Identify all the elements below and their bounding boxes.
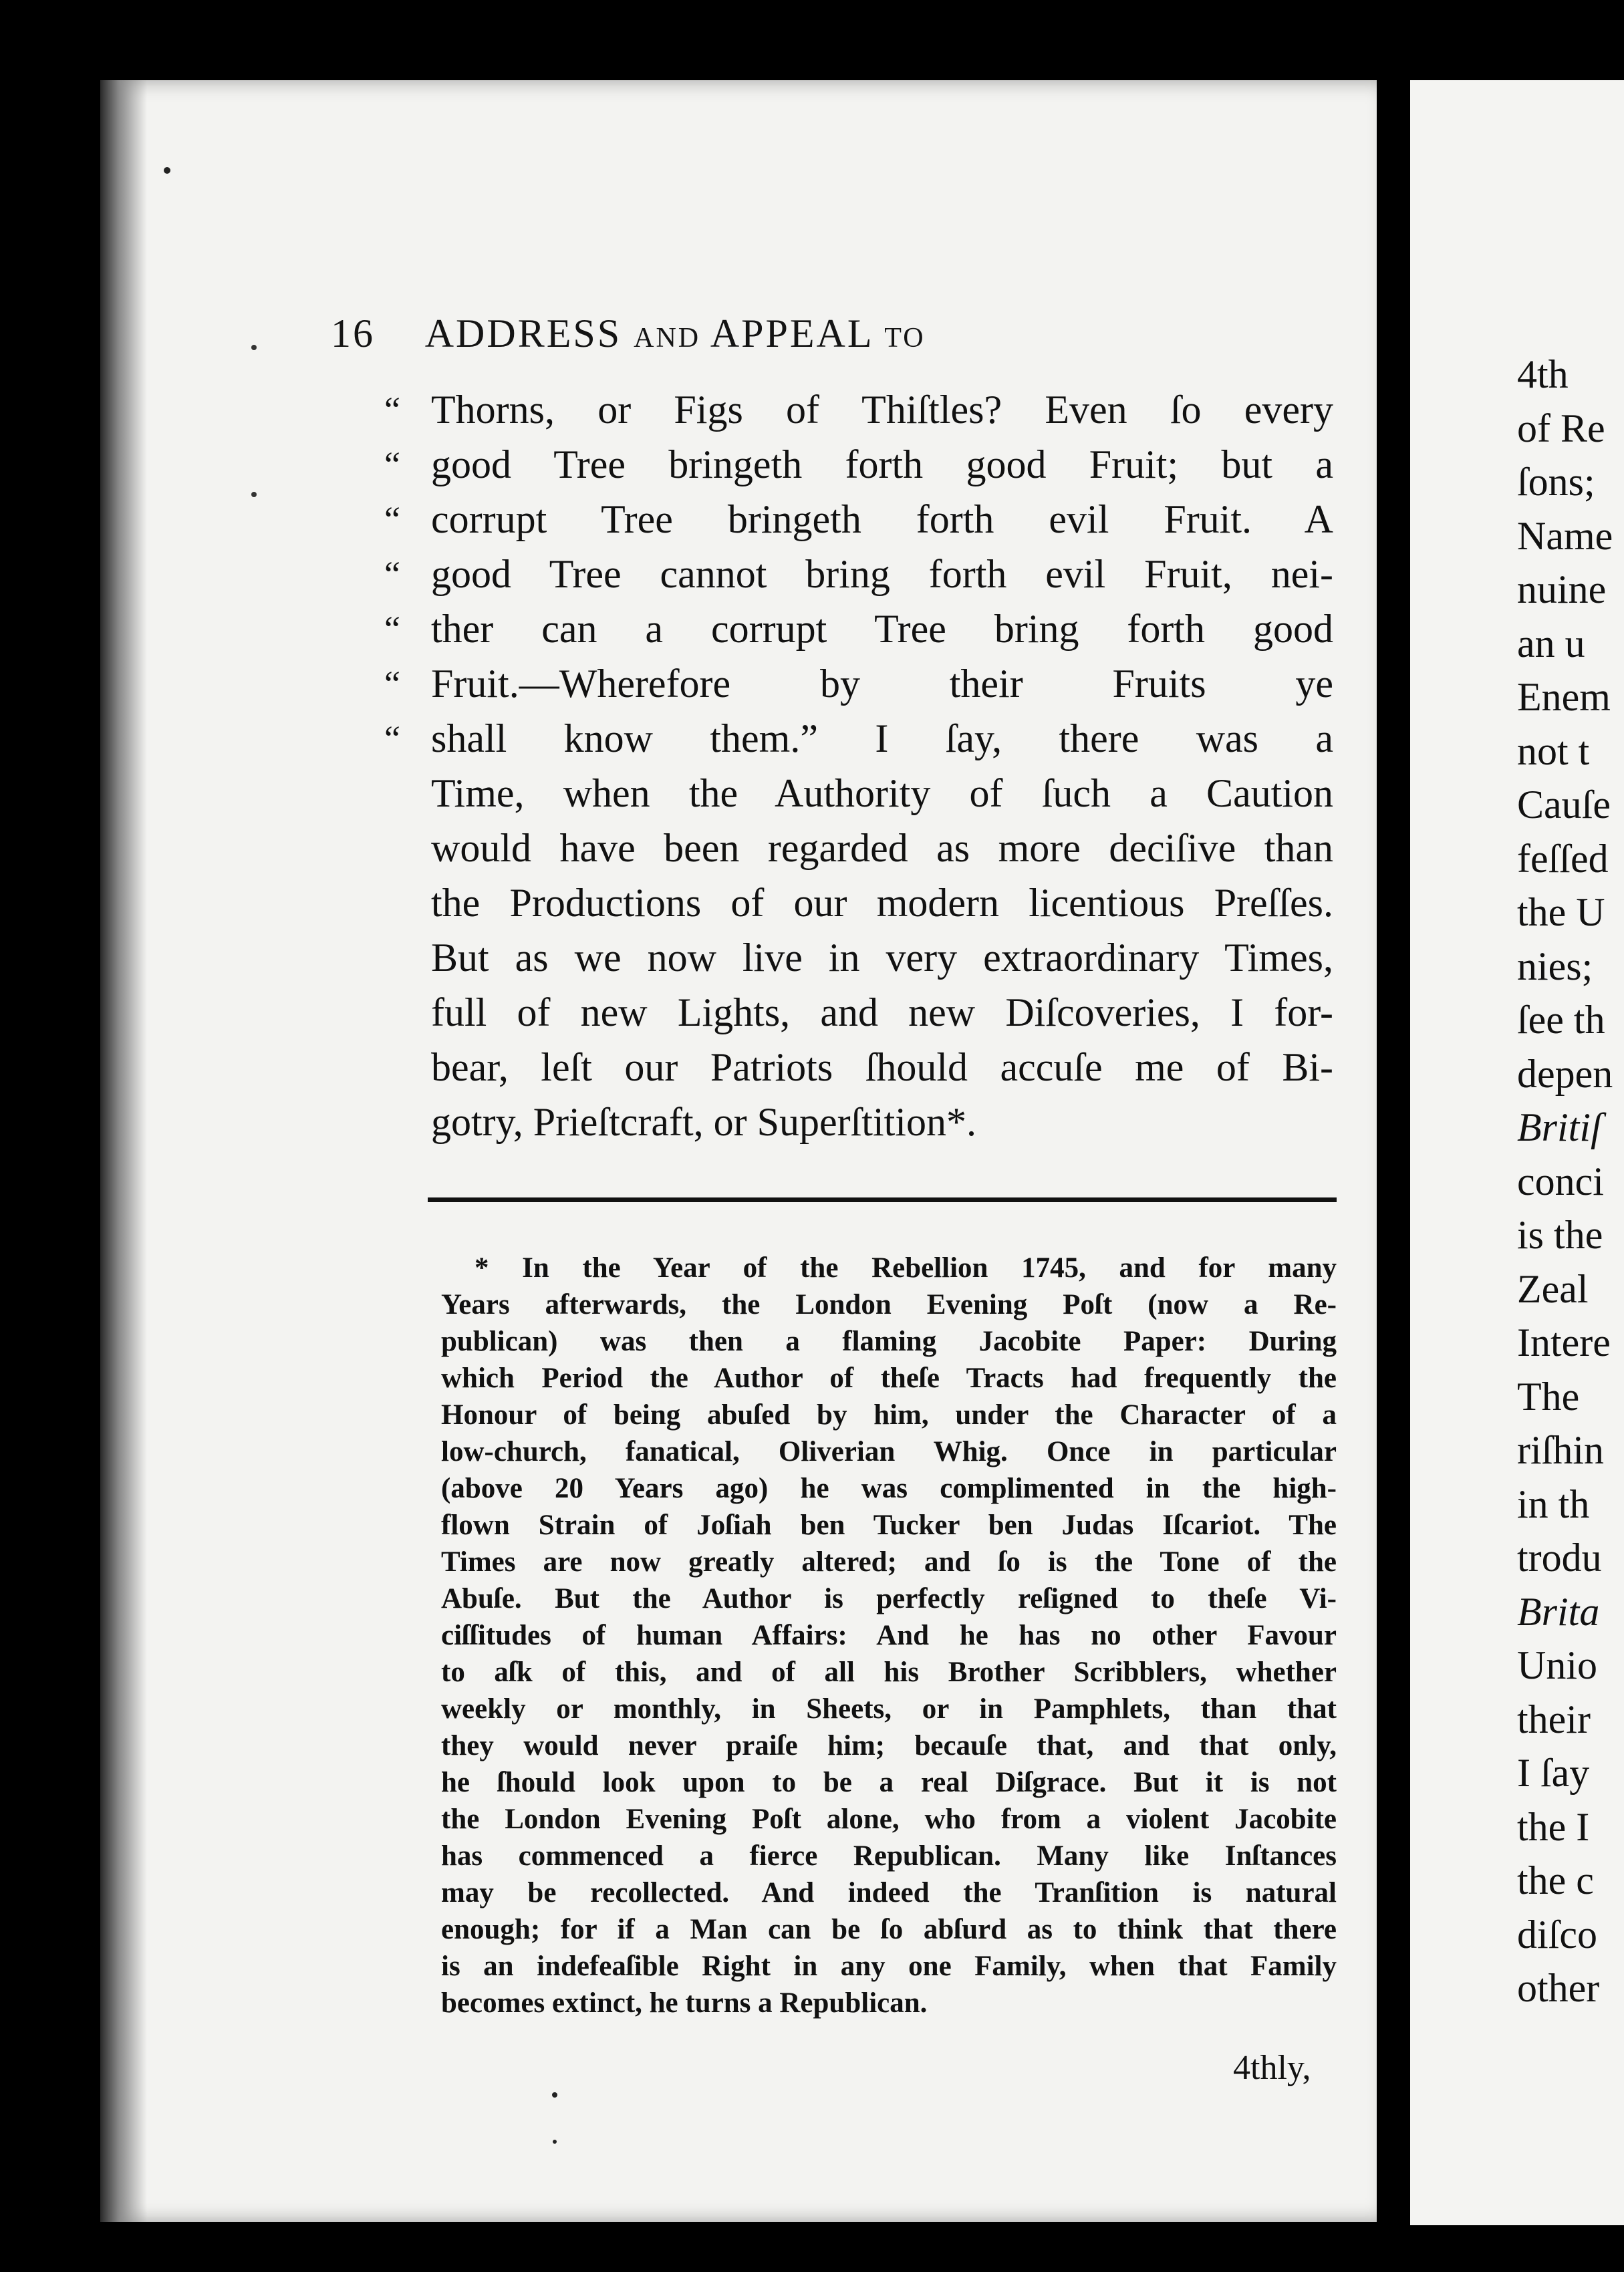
- right-line: 4th: [1517, 352, 1569, 396]
- right-page: [1410, 80, 1624, 2225]
- right-line: the I: [1517, 1804, 1590, 1849]
- footnote-line: he ſhould look upon to be a real Diſgrace. But it is not: [441, 1767, 1337, 1798]
- right-line: their: [1517, 1697, 1591, 1741]
- body-line-text: the Productions of our modern licentious Preſſes.: [431, 881, 1333, 925]
- footnote-line: low-church, fanatical, Oliverian Whig. Once in particular: [441, 1436, 1337, 1467]
- footnote-line: (above 20 Years ago) he was complimented in the high-: [441, 1473, 1337, 1504]
- body-line-text: ther can a corrupt Tree bring forth good: [431, 607, 1333, 651]
- quote-mark: “: [384, 444, 400, 484]
- right-line: Intere: [1517, 1320, 1611, 1365]
- right-line: I ſay: [1517, 1751, 1590, 1795]
- ink-specks: [100, 80, 1377, 2222]
- footnote-line: ciſſitudes of human Affairs: And he has no other Favour: [441, 1620, 1337, 1651]
- right-line: Enem: [1517, 675, 1611, 719]
- body-line-text: would have been regarded as more deciſive than: [431, 826, 1333, 870]
- footnote-line: Honour of being abuſed by him, under the Character of a: [441, 1399, 1337, 1431]
- footnote-line: flown Strain of Joſiah ben Tucker ben Judas Iſcariot. The: [441, 1510, 1337, 1541]
- footnote-line: is an indefeaſible Right in any one Family, when that Family: [441, 1951, 1337, 1982]
- right-line: in th: [1517, 1481, 1590, 1526]
- body-line-text: Time, when the Authority of ſuch a Caution: [431, 771, 1333, 815]
- body-line-text: corrupt Tree bringeth forth evil Fruit. A: [431, 497, 1333, 541]
- right-line: Cauſe: [1517, 783, 1611, 827]
- footnote-line: to aſk of this, and of all his Brother Scribblers, whether: [441, 1657, 1337, 1688]
- right-line: nuine: [1517, 567, 1607, 611]
- right-line: ſons;: [1517, 460, 1595, 504]
- body-line-text: bear, leſt our Patriots ſhould accuſe me of Bi-: [431, 1045, 1333, 1089]
- right-line: ſee th: [1517, 998, 1605, 1042]
- right-line: of Re: [1517, 406, 1605, 450]
- footnote-line: Abuſe. But the Author is perfectly reſigned to theſe Vi-: [441, 1583, 1337, 1614]
- footnote-line: has commenced a fierce Republican. Many like Inſtances: [441, 1840, 1337, 1872]
- right-line: Unio: [1517, 1643, 1597, 1687]
- right-line: not t: [1517, 728, 1590, 773]
- right-line: trodu: [1517, 1536, 1602, 1580]
- footnote-line: may be recollected. And indeed the Tranſition is natural: [441, 1877, 1337, 1908]
- page-number: 16: [331, 311, 375, 356]
- right-line: riſhin: [1517, 1428, 1604, 1472]
- running-head-title-part2: APPEAL: [710, 311, 873, 356]
- body-line-text: good Tree bringeth forth good Fruit; but a: [431, 442, 1333, 486]
- footnote-line: * In the Year of the Rebellion 1745, and for many: [475, 1252, 1337, 1284]
- right-line: conci: [1517, 1159, 1604, 1203]
- right-line: Zeal: [1517, 1266, 1589, 1311]
- quote-mark: “: [384, 609, 400, 649]
- running-head-to: TO: [884, 323, 926, 353]
- quote-mark: “: [384, 664, 400, 704]
- footnote-line: Times are now greatly altered; and ſo is the Tone of the: [441, 1546, 1337, 1578]
- quote-mark: “: [384, 554, 400, 594]
- left-page: [100, 80, 1377, 2222]
- right-page-text: [1517, 347, 1613, 2015]
- quote-mark: “: [384, 499, 400, 539]
- footnote-line: Years afterwards, the London Evening Poſt (now a Re-: [441, 1289, 1337, 1320]
- right-line: Name: [1517, 513, 1613, 558]
- body-line-text: Fruit.—Wherefore by their Fruits ye: [431, 662, 1333, 706]
- footnote-line: becomes extinct, he turns a Republican.: [441, 1987, 928, 2019]
- right-line: the c: [1517, 1858, 1594, 1902]
- running-head-title-part1: ADDRESS: [424, 311, 622, 356]
- catchword: 4thly,: [1233, 2049, 1311, 2087]
- right-line: depen: [1517, 1051, 1613, 1096]
- body-line-text: good Tree cannot bring forth evil Fruit, nei-: [431, 552, 1333, 596]
- right-line: Brita: [1517, 1589, 1600, 1634]
- right-line: is the: [1517, 1213, 1603, 1257]
- right-line: diſco: [1517, 1912, 1597, 1957]
- right-line: other: [1517, 1966, 1600, 2010]
- footnote-line: enough; for if a Man can be ſo abſurd as to think that there: [441, 1914, 1337, 1945]
- right-line: an u: [1517, 621, 1585, 666]
- footnote-line: the London Evening Poſt alone, who from a violent Jacobite: [441, 1804, 1337, 1835]
- body-line-text: gotry, Prieſtcraft, or Superſtition*.: [431, 1100, 976, 1144]
- body-line-text: shall know them.” I ſay, there was a: [431, 716, 1333, 760]
- body-line-text: But as we now live in very extraordinary Times,: [431, 936, 1333, 980]
- right-line: the U: [1517, 890, 1605, 934]
- footnote-line: they would never praiſe him; becauſe that, and that only,: [441, 1730, 1337, 1761]
- right-line: nies;: [1517, 944, 1593, 988]
- quote-mark: “: [384, 390, 400, 430]
- footnote-line: weekly or monthly, in Sheets, or in Pamphlets, than that: [441, 1693, 1337, 1725]
- footnote-line: which Period the Author of theſe Tracts had frequently the: [441, 1363, 1337, 1394]
- running-head-and: AND: [634, 323, 701, 353]
- footnote-line: publican) was then a flaming Jacobite Paper: During: [441, 1326, 1337, 1357]
- body-line-text: Thorns, or Figs of Thiſtles? Even ſo every: [431, 388, 1333, 432]
- right-line: Britiſ: [1517, 1105, 1602, 1149]
- quote-mark: “: [384, 718, 400, 758]
- right-line: feſſed: [1517, 836, 1609, 881]
- right-line: The: [1517, 1374, 1580, 1419]
- body-line-text: full of new Lights, and new Diſcoveries, I for-: [431, 990, 1333, 1034]
